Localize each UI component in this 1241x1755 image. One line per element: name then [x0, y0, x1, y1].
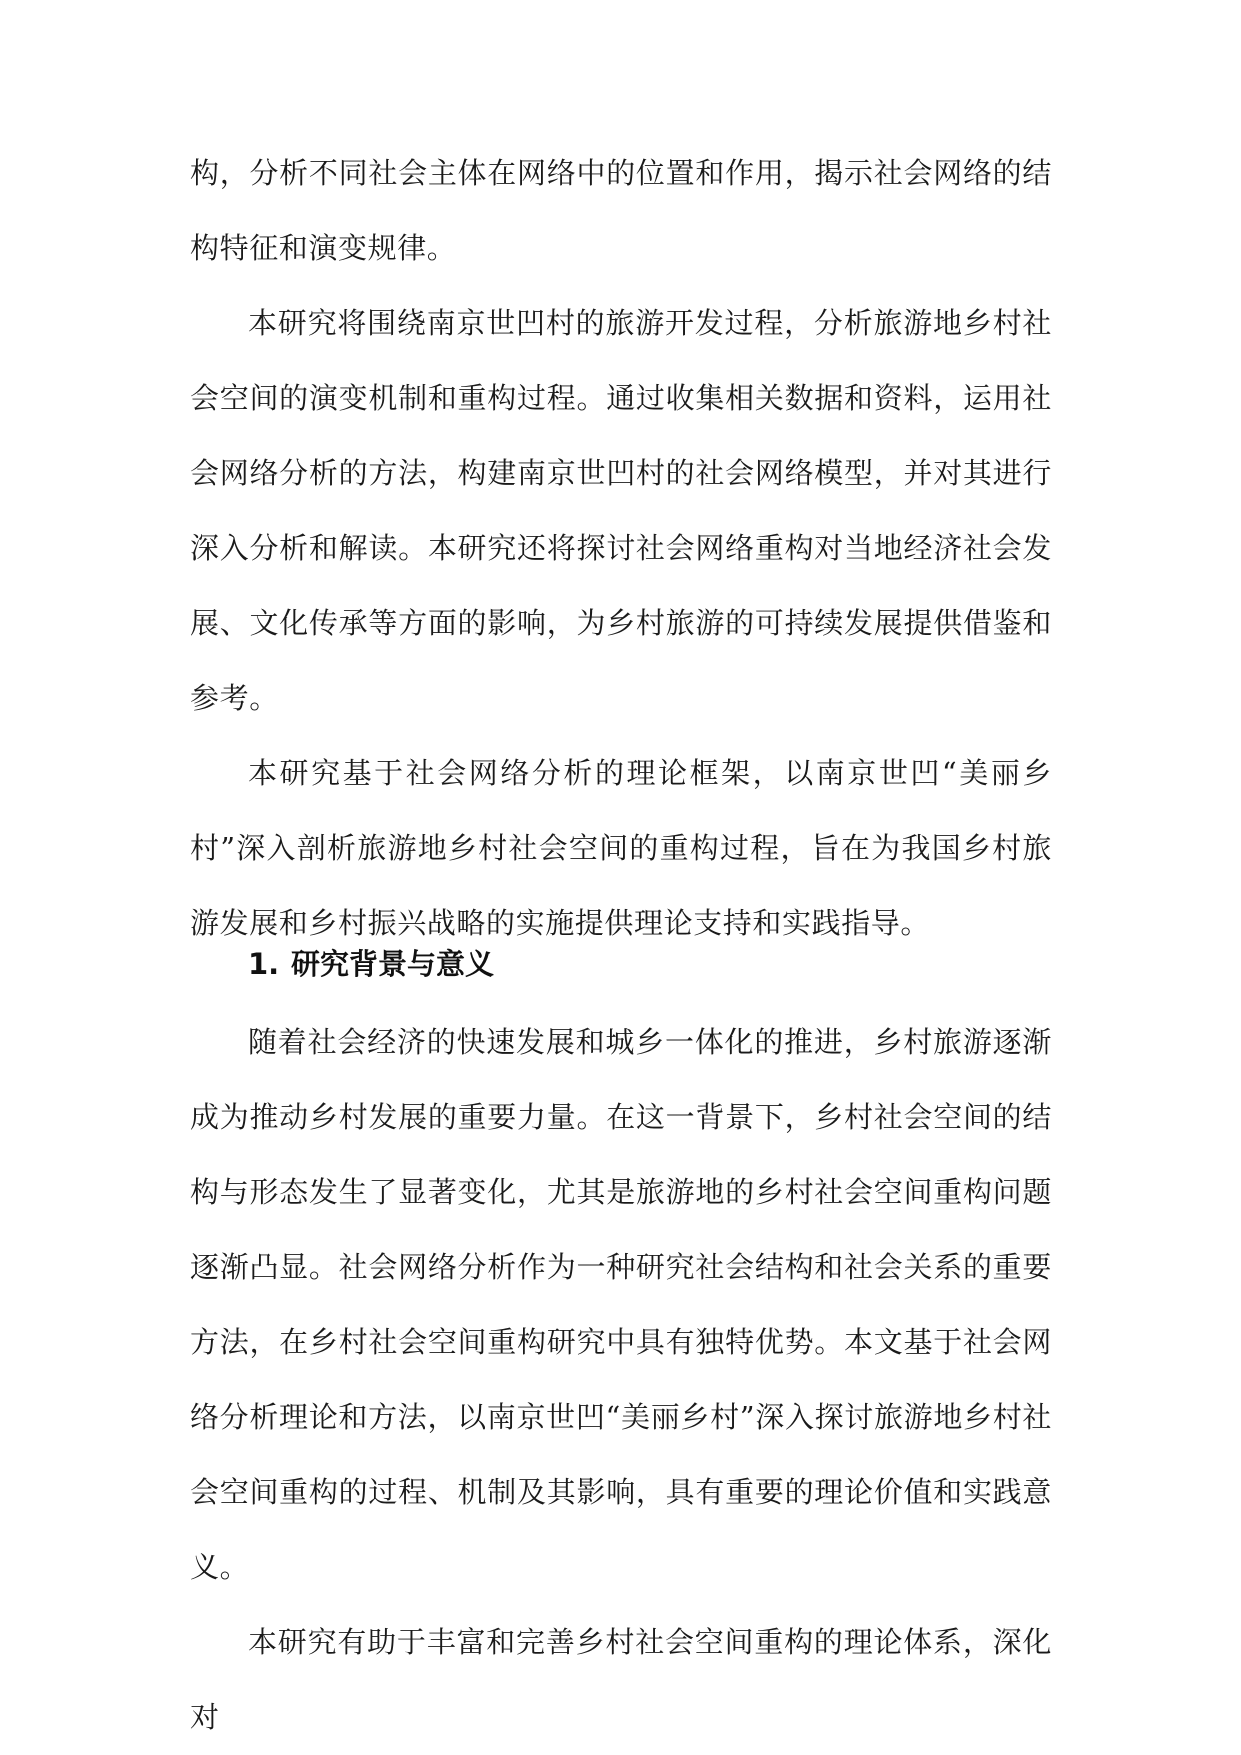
- paragraph-research-plan: 本研究将围绕南京世凹村的旅游开发过程，分析旅游地乡村社会空间的演变机制和重构过程。通过收集相关数据和资料，运用社会网络分析的方法，构建南京世凹村的社会网络模型，并对其进行深入分析和解读。本研究还将探讨社会网络重构对当地经济社会发展、文化传承等方面的影响，为乡村旅游的可持续发展提供借鉴和参考。: [190, 306, 1052, 715]
- section-b-body: [190, 1005, 1052, 1755]
- paragraph-continuation: 构，分析不同社会主体在网络中的位置和作用，揭示社会网络的结构特征和演变规律。: [190, 156, 1052, 265]
- paragraph-significance: 本研究有助于丰富和完善乡村社会空间重构的理论体系，深化对: [190, 1625, 1052, 1734]
- section-number: 1.: [248, 947, 280, 981]
- section-heading: [248, 940, 494, 988]
- paragraph-research-framework: 本研究基于社会网络分析的理论框架，以南京世凹“美丽乡村”深入剖析旅游地乡村社会空间的重构过程，旨在为我国乡村旅游发展和乡村振兴战略的实施提供理论支持和实践指导。: [190, 756, 1052, 940]
- section-a-body: [190, 136, 1052, 961]
- paragraph-background: 随着社会经济的快速发展和城乡一体化的推进，乡村旅游逐渐成为推动乡村发展的重要力量。在这一背景下，乡村社会空间的结构与形态发生了显著变化，尤其是旅游地的乡村社会空间重构问题逐渐凸显。社会网络分析作为一种研究社会结构和社会关系的重要方法，在乡村社会空间重构研究中具有独特优势。本文基于社会网络分析理论和方法，以南京世凹“美丽乡村”深入探讨旅游地乡村社会空间重构的过程、机制及其影响，具有重要的理论价值和实践意义。: [190, 1025, 1052, 1584]
- section-title: 研究背景与意义: [291, 947, 495, 981]
